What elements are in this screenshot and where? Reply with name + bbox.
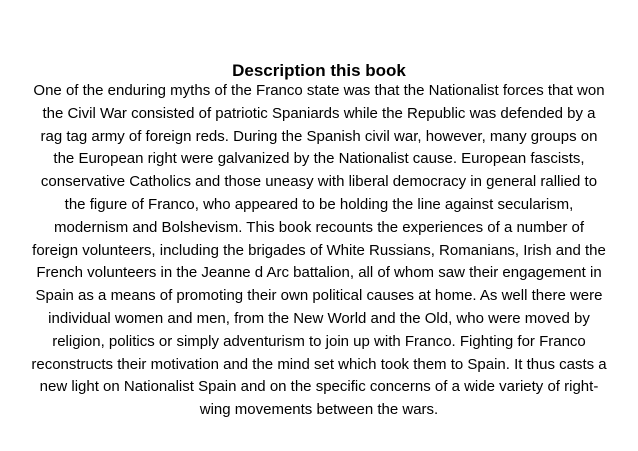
description-line: wing movements between the wars. bbox=[199, 401, 439, 419]
description-line: French volunteers in the Jeanne d Arc battalion, all of whom saw their engagement in bbox=[36, 264, 602, 282]
description-line: foreign volunteers, including the brigades of White Russians, Romanians, Irish and the bbox=[32, 241, 606, 259]
document-title: Description this book bbox=[232, 61, 406, 80]
description-line: the Civil War consisted of patriotic Spaniards while the Republic was defended by a bbox=[42, 104, 596, 122]
description-text bbox=[0, 80, 638, 422]
description-line: reconstructs their motivation and the mind set which took them to Spain. It thus casts a bbox=[31, 355, 607, 373]
description-line: rag tag army of foreign reds. During the Spanish civil war, however, many groups on bbox=[40, 127, 598, 145]
description-line: the European right were galvanized by the Nationalist cause. European fascists, bbox=[53, 150, 585, 168]
description-line: individual women and men, from the New World and the Old, who were moved by bbox=[48, 309, 590, 327]
description-line: religion, politics or simply adventurism to join up with Franco. Fighting for Franco bbox=[52, 332, 586, 350]
description-line: Spain as a means of promoting their own political causes at home. As well there were bbox=[35, 287, 603, 305]
description-line: new light on Nationalist Spain and on the specific concerns of a wide variety of right- bbox=[39, 378, 599, 396]
description-line: conservative Catholics and those uneasy with liberal democracy in general rallied to bbox=[40, 173, 598, 191]
description-line: One of the enduring myths of the Franco state was that the Nationalist forces that won bbox=[33, 82, 605, 99]
description-line: modernism and Bolshevism. This book recounts the experiences of a number of bbox=[54, 218, 584, 236]
description-line: the figure of Franco, who appeared to be holding the line against secularism, bbox=[64, 195, 574, 213]
